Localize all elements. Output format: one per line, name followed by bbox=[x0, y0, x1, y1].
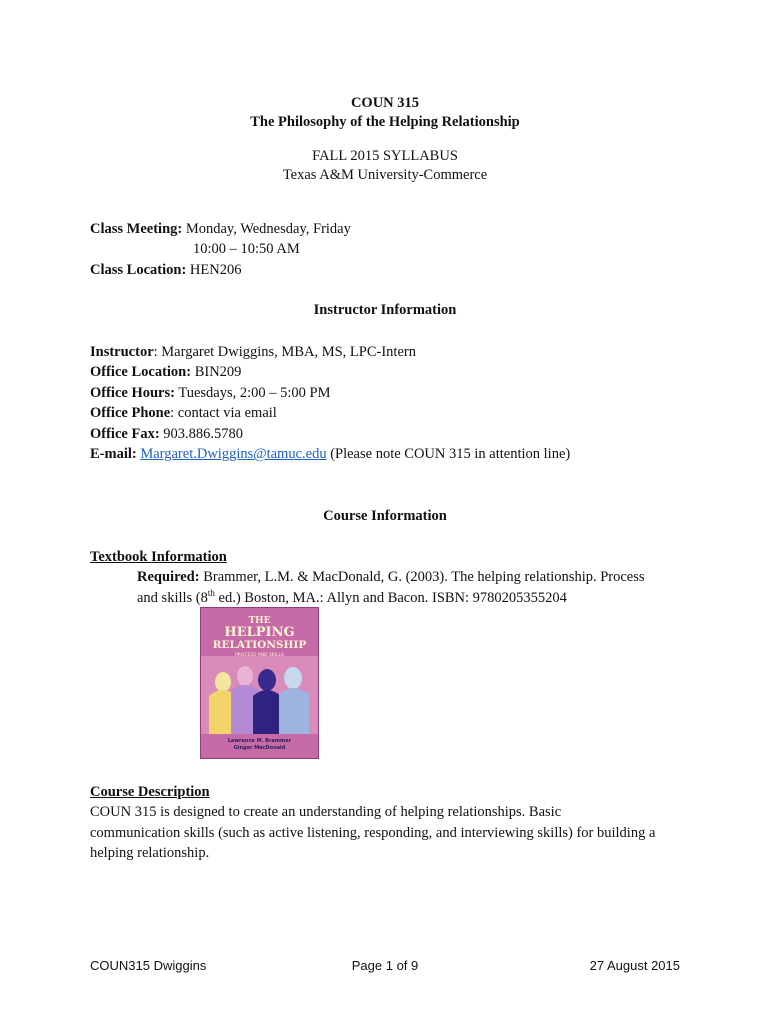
edition-superscript: th bbox=[207, 588, 215, 599]
description-line-1: COUN 315 is designed to create an understanding of helping relationships. Basic bbox=[90, 804, 562, 820]
class-meeting-time: 10:00 – 10:50 AM bbox=[193, 241, 300, 257]
class-location-value: HEN206 bbox=[189, 262, 242, 278]
cover-author-2: Ginger MacDonald bbox=[233, 745, 286, 751]
university-name: Texas A&M University-Commerce bbox=[282, 167, 488, 183]
office-fax-line bbox=[90, 424, 243, 444]
office-fax-label: Office Fax: bbox=[90, 426, 160, 442]
textbook-cover-art bbox=[201, 608, 318, 758]
instructor-label: Instructor bbox=[90, 344, 154, 360]
course-info-heading: Course Information bbox=[323, 508, 447, 524]
required-text-2b: ed.) Boston, MA.: Allyn and Bacon. ISBN: 9780205355204 bbox=[214, 590, 567, 606]
email-link[interactable]: Margaret.Dwiggins@tamuc.edu bbox=[140, 446, 327, 462]
office-location-value: BIN209 bbox=[194, 364, 242, 380]
textbook-cover-image bbox=[200, 607, 319, 759]
footer-left: COUN315 Dwiggins bbox=[90, 958, 207, 973]
textbook-heading: Textbook Information bbox=[90, 549, 227, 565]
footer-page-number: Page 1 of 9 bbox=[351, 958, 419, 973]
email-label: E-mail: bbox=[90, 446, 137, 462]
office-phone-value: : contact via email bbox=[170, 405, 277, 421]
required-text-1: Brammer, L.M. & MacDonald, G. (2003). The helping relationship. Process bbox=[203, 569, 645, 585]
office-location-label: Office Location: bbox=[90, 364, 192, 380]
description-line-3: helping relationship. bbox=[90, 845, 210, 861]
class-location-label: Class Location: bbox=[90, 262, 187, 278]
office-phone-line bbox=[90, 403, 277, 423]
office-fax-value: 903.886.5780 bbox=[163, 426, 244, 442]
term-label: FALL 2015 SYLLABUS bbox=[312, 148, 458, 164]
instructor-value: : Margaret Dwiggins, MBA, MS, LPC-Intern bbox=[153, 344, 416, 360]
cover-title-2: HELPING bbox=[224, 625, 295, 640]
email-note: (Please note COUN 315 in attention line) bbox=[330, 446, 571, 462]
course-description-heading: Course Description bbox=[90, 784, 210, 800]
cover-author-1: Lawrence M. Brammer bbox=[227, 738, 292, 744]
class-meeting-days: Monday, Wednesday, Friday bbox=[185, 221, 351, 237]
description-line-2: communication skills (such as active listening, responding, and interviewing skills) for building a bbox=[90, 825, 656, 841]
email-line bbox=[90, 444, 570, 464]
office-location-line bbox=[90, 362, 241, 382]
instructor-heading: Instructor Information bbox=[313, 302, 457, 318]
class-meeting-line bbox=[90, 219, 351, 239]
cover-title-1: THE bbox=[248, 616, 271, 626]
required-line-2 bbox=[137, 588, 567, 608]
required-label: Required: bbox=[137, 569, 200, 585]
course-code: COUN 315 bbox=[350, 95, 420, 111]
office-hours-line bbox=[90, 383, 331, 403]
class-meeting-label: Class Meeting: bbox=[90, 221, 183, 237]
required-line-1 bbox=[137, 567, 645, 587]
required-text-2a: and skills (8 bbox=[137, 590, 208, 606]
course-title: The Philosophy of the Helping Relationship bbox=[250, 114, 520, 130]
office-hours-label: Office Hours: bbox=[90, 385, 175, 401]
class-location-line bbox=[90, 260, 241, 280]
cover-subtitle: PROCESS AND SKILLS bbox=[235, 653, 284, 658]
instructor-line bbox=[90, 342, 416, 362]
footer-date: 27 August 2015 bbox=[589, 958, 680, 973]
cover-title-3: RELATIONSHIP bbox=[212, 639, 307, 651]
office-hours-value: Tuesdays, 2:00 – 5:00 PM bbox=[178, 385, 331, 401]
office-phone-label: Office Phone bbox=[90, 405, 171, 421]
